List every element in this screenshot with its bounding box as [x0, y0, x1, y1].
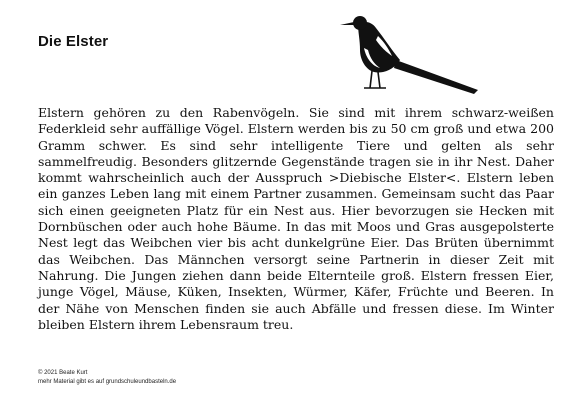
footer — [38, 369, 176, 386]
body-paragraph: Elstern gehören zu den Rabenvögeln. Sie sind mit ihrem schwarz-weißen Federkleid sehr auffällige Vögel. Elstern werden bis zu 50 cm groß und etwa 200 Gramm schwer. Es sind sehr intelligente Tiere und gelten als sehr sammelfreudig. Besonders glitzernde Gegenstände tragen sie in ihr Nest. Daher kommt wahrscheinlich auch der Ausspruch >Diebische Elster<. Elstern leben ein ganzes Leben lang mit einem Partner zusammen. Gemeinsam sucht das Paar sich einen geeigneten Platz für ein Nest aus. Hier bevorzugen sie Hecken mit Dornbüschen oder auch hohe Bäume. In das mit Moos und Gras ausgepolsterte Nest legt das Weibchen vier bis acht dunkelgrüne Eier. Das Brüten übernimmt das Weibchen. Das Männchen versorgt seine Partnerin in dieser Zeit mit Nahrung. Die Jungen ziehen dann beide Elternteile groß. Elstern fressen Eier, junge Vögel, Mäuse, Küken, Insekten, Würmer, Käfer, Früchte und Beeren. In der Nähe von Menschen finden sie auch Abfälle und fressen diese. Im Winter bleiben Elstern ihrem Lebensraum treu. — [38, 105, 554, 332]
source-line: mehr Material gibt es auf grundschuleundbasteln.de — [38, 378, 177, 385]
page-title: Die Elster — [38, 33, 109, 50]
copyright-line: © 2021 Beate Kurt — [38, 370, 88, 376]
magpie-icon — [338, 8, 482, 98]
